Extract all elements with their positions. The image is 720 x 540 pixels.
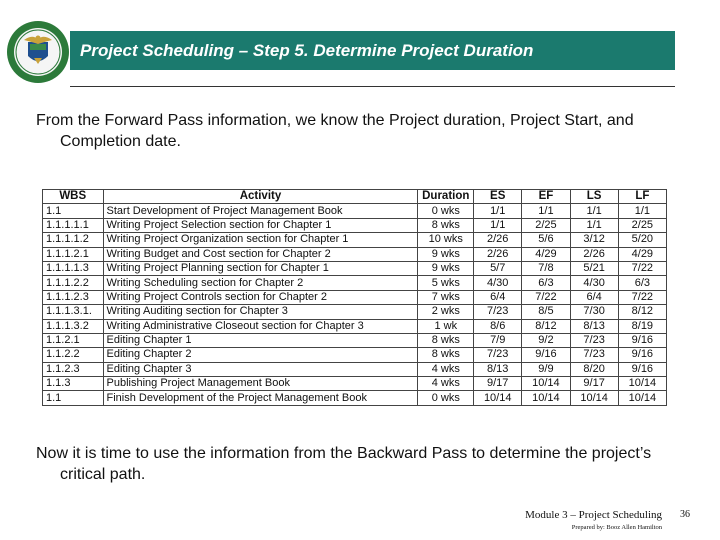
cell-ls: 5/21 <box>570 261 618 275</box>
cell-duration: 1 wk <box>418 319 474 333</box>
cell-wbs: 1.1.1.2.3 <box>43 290 104 304</box>
slide-title: Project Scheduling – Step 5. Determine Project Duration <box>70 31 675 70</box>
cell-ls: 7/30 <box>570 305 618 319</box>
cell-duration: 7 wks <box>418 290 474 304</box>
cell-ef: 10/14 <box>522 391 570 405</box>
cell-ls: 6/4 <box>570 290 618 304</box>
cell-ls: 9/17 <box>570 377 618 391</box>
cell-wbs: 1.1.1.2.1 <box>43 247 104 261</box>
cell-activity: Editing Chapter 2 <box>103 348 418 362</box>
cell-lf: 10/14 <box>618 377 666 391</box>
cell-wbs: 1.1 <box>43 204 104 218</box>
cell-es: 4/30 <box>474 276 522 290</box>
table-body <box>43 204 667 405</box>
column-header-ef: EF <box>522 190 570 204</box>
cell-duration: 8 wks <box>418 218 474 232</box>
cell-duration: 9 wks <box>418 247 474 261</box>
cell-lf: 8/12 <box>618 305 666 319</box>
doe-seal-icon <box>6 20 70 84</box>
cell-wbs: 1.1.1.1.2 <box>43 233 104 247</box>
cell-es: 2/26 <box>474 247 522 261</box>
cell-lf: 1/1 <box>618 204 666 218</box>
column-header-activity: Activity <box>103 190 418 204</box>
cell-es: 1/1 <box>474 218 522 232</box>
table-row <box>43 319 667 333</box>
cell-ef: 2/25 <box>522 218 570 232</box>
cell-es: 7/23 <box>474 348 522 362</box>
cell-activity: Editing Chapter 3 <box>103 362 418 376</box>
table-row <box>43 276 667 290</box>
cell-ef: 9/2 <box>522 333 570 347</box>
cell-wbs: 1.1.2.3 <box>43 362 104 376</box>
cell-es: 8/13 <box>474 362 522 376</box>
cell-es: 8/6 <box>474 319 522 333</box>
cell-ef: 5/6 <box>522 233 570 247</box>
cell-ef: 7/22 <box>522 290 570 304</box>
cell-ef: 9/9 <box>522 362 570 376</box>
cell-wbs: 1.1.2.2 <box>43 348 104 362</box>
cell-activity: Writing Budget and Cost section for Chapter 2 <box>103 247 418 261</box>
cell-lf: 9/16 <box>618 333 666 347</box>
cell-wbs: 1.1.1.3.1. <box>43 305 104 319</box>
cell-duration: 4 wks <box>418 377 474 391</box>
cell-lf: 4/29 <box>618 247 666 261</box>
cell-ls: 2/26 <box>570 247 618 261</box>
cell-lf: 10/14 <box>618 391 666 405</box>
cell-ls: 10/14 <box>570 391 618 405</box>
cell-activity: Writing Scheduling section for Chapter 2 <box>103 276 418 290</box>
cell-wbs: 1.1.2.1 <box>43 333 104 347</box>
table-row <box>43 204 667 218</box>
cell-es: 7/9 <box>474 333 522 347</box>
cell-ef: 6/3 <box>522 276 570 290</box>
cell-es: 10/14 <box>474 391 522 405</box>
table-row <box>43 348 667 362</box>
cell-wbs: 1.1.3 <box>43 377 104 391</box>
column-header-duration: Duration <box>418 190 474 204</box>
outro-text: Now it is time to use the information from the Backward Pass to determine the project’s critical path. <box>36 445 652 483</box>
cell-ls: 1/1 <box>570 204 618 218</box>
cell-lf: 7/22 <box>618 261 666 275</box>
cell-es: 1/1 <box>474 204 522 218</box>
cell-ls: 4/30 <box>570 276 618 290</box>
cell-activity: Finish Development of the Project Management Book <box>103 391 418 405</box>
cell-activity: Publishing Project Management Book <box>103 377 418 391</box>
intro-text: From the Forward Pass information, we know the Project duration, Project Start, and Completion date. <box>36 112 634 150</box>
cell-lf: 9/16 <box>618 348 666 362</box>
table-row <box>43 261 667 275</box>
cell-ls: 1/1 <box>570 218 618 232</box>
cell-activity: Writing Auditing section for Chapter 3 <box>103 305 418 319</box>
cell-wbs: 1.1.1.2.2 <box>43 276 104 290</box>
cell-es: 7/23 <box>474 305 522 319</box>
cell-ls: 8/20 <box>570 362 618 376</box>
cell-duration: 9 wks <box>418 261 474 275</box>
cell-lf: 9/16 <box>618 362 666 376</box>
cell-lf: 6/3 <box>618 276 666 290</box>
table-row <box>43 218 667 232</box>
cell-duration: 10 wks <box>418 233 474 247</box>
cell-ls: 3/12 <box>570 233 618 247</box>
cell-duration: 8 wks <box>418 348 474 362</box>
column-header-lf: LF <box>618 190 666 204</box>
cell-ls: 8/13 <box>570 319 618 333</box>
cell-activity: Writing Project Planning section for Chapter 1 <box>103 261 418 275</box>
cell-duration: 0 wks <box>418 204 474 218</box>
footer <box>525 509 662 531</box>
column-header-ls: LS <box>570 190 618 204</box>
cell-ef: 9/16 <box>522 348 570 362</box>
cell-wbs: 1.1.1.1.1 <box>43 218 104 232</box>
cell-duration: 8 wks <box>418 333 474 347</box>
cell-lf: 8/19 <box>618 319 666 333</box>
table-row <box>43 290 667 304</box>
footer-module-text: Module 3 – Project Scheduling <box>525 509 662 521</box>
cell-wbs: 1.1.1.1.3 <box>43 261 104 275</box>
cell-duration: 0 wks <box>418 391 474 405</box>
cell-activity: Writing Project Controls section for Chapter 2 <box>103 290 418 304</box>
cell-es: 2/26 <box>474 233 522 247</box>
footer-prepared-by: Prepared by: Booz Allen Hamilton <box>571 524 662 531</box>
cell-ef: 1/1 <box>522 204 570 218</box>
cell-duration: 4 wks <box>418 362 474 376</box>
cell-ef: 10/14 <box>522 377 570 391</box>
table-row <box>43 377 667 391</box>
cell-activity: Editing Chapter 1 <box>103 333 418 347</box>
cell-ef: 8/5 <box>522 305 570 319</box>
cell-lf: 5/20 <box>618 233 666 247</box>
cell-duration: 5 wks <box>418 276 474 290</box>
cell-activity: Start Development of Project Management Book <box>103 204 418 218</box>
title-divider <box>70 86 675 87</box>
table-row <box>43 362 667 376</box>
table-row <box>43 305 667 319</box>
cell-ef: 4/29 <box>522 247 570 261</box>
cell-es: 5/7 <box>474 261 522 275</box>
cell-ls: 7/23 <box>570 348 618 362</box>
table-row <box>43 247 667 261</box>
schedule-table <box>42 189 667 406</box>
cell-lf: 2/25 <box>618 218 666 232</box>
cell-activity: Writing Administrative Closeout section for Chapter 3 <box>103 319 418 333</box>
table-row <box>43 333 667 347</box>
cell-es: 6/4 <box>474 290 522 304</box>
cell-es: 9/17 <box>474 377 522 391</box>
cell-activity: Writing Project Organization section for Chapter 1 <box>103 233 418 247</box>
cell-ef: 8/12 <box>522 319 570 333</box>
column-header-wbs: WBS <box>43 190 104 204</box>
table-row <box>43 391 667 405</box>
table-row <box>43 233 667 247</box>
cell-activity: Writing Project Selection section for Chapter 1 <box>103 218 418 232</box>
page-number: 36 <box>680 509 690 520</box>
cell-lf: 7/22 <box>618 290 666 304</box>
column-header-es: ES <box>474 190 522 204</box>
cell-wbs: 1.1.1.3.2 <box>43 319 104 333</box>
cell-ef: 7/8 <box>522 261 570 275</box>
table-header-row <box>43 190 667 204</box>
cell-wbs: 1.1 <box>43 391 104 405</box>
cell-ls: 7/23 <box>570 333 618 347</box>
cell-duration: 2 wks <box>418 305 474 319</box>
